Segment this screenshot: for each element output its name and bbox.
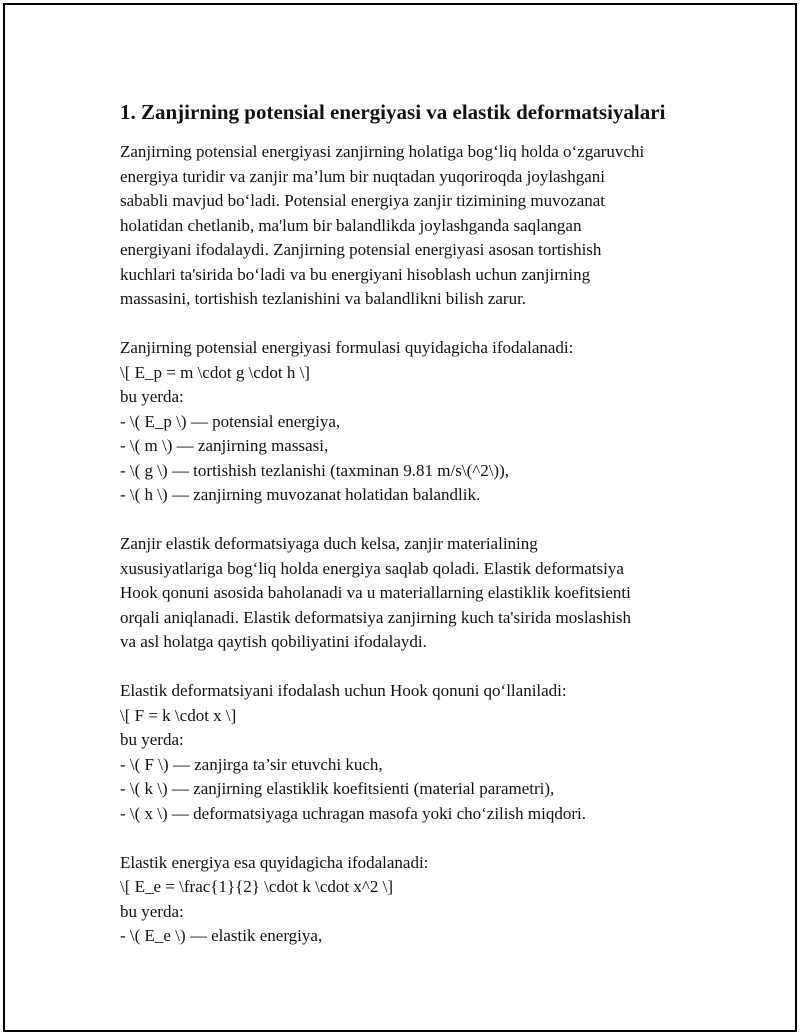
text-line: bu yerda: [120, 730, 184, 749]
text-line: Hook qonuni asosida baholanadi va u materiallarning elastiklik koefitsienti [120, 583, 631, 602]
text-line: kuchlari ta'sirida bo‘ladi va bu energiyani hisoblash uchun zanjirning [120, 264, 591, 284]
text-line: Elastik deformatsiyani ifodalash uchun Hook qonuni qo‘llaniladi: [120, 681, 567, 700]
list-item: - \( x \) — deformatsiyaga uchragan masofa yoki cho‘zilish miqdori. [120, 803, 586, 823]
formula-line: \[ F = k \cdot x \] [120, 705, 237, 725]
text-line: massasini, tortishish tezlanishini va balandlikni bilish zarur. [120, 289, 527, 308]
document-content [120, 98, 700, 973]
text-line: xususiyatlariga bog‘liq holda energiya saqlab qoladi. Elastik deformatsiya [120, 558, 624, 578]
text-line: Zanjirning potensial energiyasi zanjirning holatiga bog‘liq holda o‘zgaruvchi [120, 142, 645, 161]
paragraph-elastic-intro [120, 532, 700, 655]
text-line: Zanjirning potensial energiyasi formulasi quyidagicha ifodalanadi: [120, 338, 574, 357]
document-page [3, 3, 797, 1032]
list-item: - \( E_e \) — elastik energiya, [120, 926, 323, 945]
list-item: - \( k \) — zanjirning elastiklik koefitsienti (material parametri), [120, 779, 555, 798]
list-item: - \( m \) — zanjirning massasi, [120, 436, 329, 455]
paragraph-hooke-formula [120, 679, 700, 826]
section-heading: 1. Zanjirning potensial energiyasi va elastik deformatsiyalari [120, 100, 666, 124]
text-line: va asl holatga qaytish qobiliyatini ifodalaydi. [120, 632, 427, 651]
list-item: - \( h \) — zanjirning muvozanat holatidan balandlik. [120, 485, 481, 504]
list-item: - \( g \) — tortishish tezlanishi (taxminan 9.81 m/s\(^2\)), [120, 460, 509, 480]
text-line: holatidan chetlanib, ma'lum bir balandlikda joylashganda saqlangan [120, 215, 582, 235]
text-line: Elastik energiya esa quyidagicha ifodalanadi: [120, 852, 429, 872]
text-line: Zanjir elastik deformatsiyaga duch kelsa, zanjir materialining [120, 534, 538, 553]
text-line: bu yerda: [120, 901, 184, 921]
formula-line: \[ E_p = m \cdot g \cdot h \] [120, 362, 310, 382]
text-line: sababli mavjud bo‘ladi. Potensial energiya zanjir tizimining muvozanat [120, 191, 606, 210]
text-line: energiyani ifodalaydi. Zanjirning potensial energiyasi asosan tortishish [120, 240, 602, 259]
formula-line: \[ E_e = \frac{1}{2} \cdot k \cdot x^2 \] [120, 877, 394, 896]
text-line: bu yerda: [120, 387, 184, 406]
paragraph-intro [120, 140, 700, 312]
text-line: orqali aniqlanadi. Elastik deformatsiya zanjirning kuch ta'sirida moslashish [120, 607, 632, 627]
list-item: - \( F \) — zanjirga ta’sir etuvchi kuch, [120, 754, 383, 774]
text-line: energiya turidir va zanjir ma’lum bir nuqtadan yuqoriroqda joylashgani [120, 166, 605, 186]
paragraph-elastic-energy [120, 851, 700, 949]
list-item: - \( E_p \) — potensial energiya, [120, 411, 341, 431]
paragraph-potential-formula [120, 336, 700, 508]
